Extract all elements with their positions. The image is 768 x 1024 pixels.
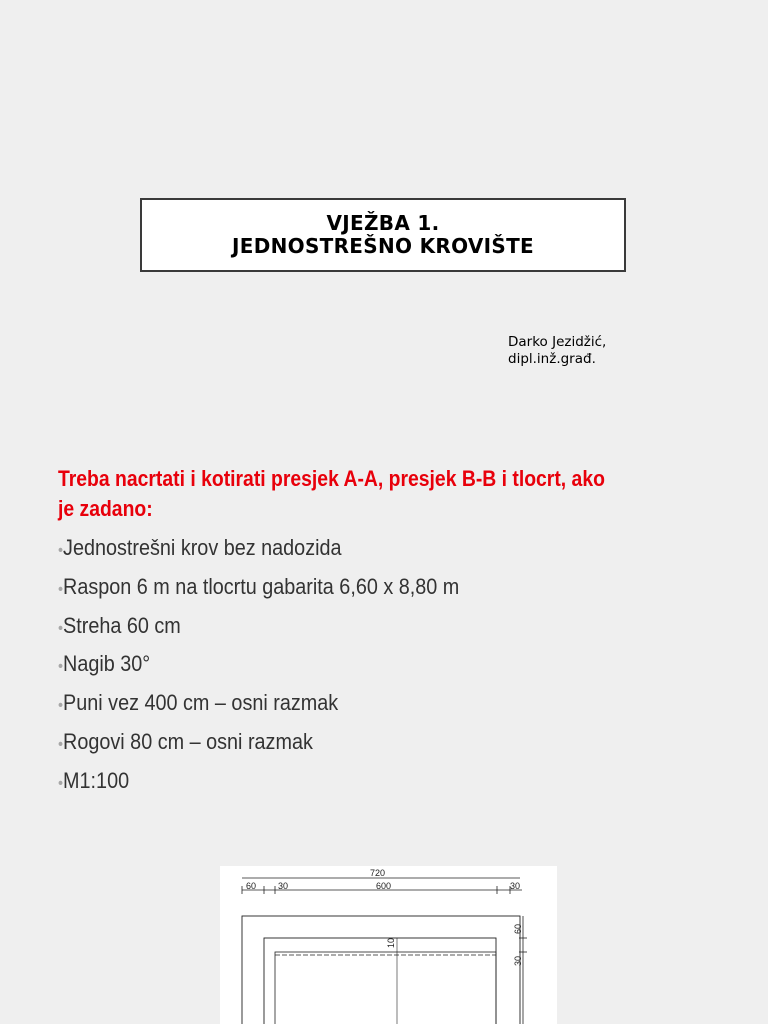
title-box bbox=[140, 198, 626, 272]
bullet-icon: • bbox=[58, 580, 64, 598]
list-item-text: Rogovi 80 cm – osni razmak bbox=[63, 728, 313, 754]
bullet-icon: • bbox=[58, 658, 64, 676]
list-item-text: Raspon 6 m na tlocrtu gabarita 6,60 x 8,80 m bbox=[63, 573, 460, 599]
dim-label-total: 720 bbox=[370, 868, 386, 878]
list-item bbox=[58, 766, 459, 805]
list-item bbox=[58, 688, 459, 727]
list-item bbox=[58, 611, 459, 650]
dim-label-side-top: 60 bbox=[513, 923, 523, 934]
bullet-icon: • bbox=[58, 735, 64, 753]
title-line-2: JEDNOSTREŠNO KROVIŠTE bbox=[232, 234, 534, 258]
bullet-icon: • bbox=[58, 774, 64, 792]
bullet-icon: • bbox=[58, 697, 64, 715]
list-item-text: M1:100 bbox=[63, 767, 130, 793]
list-item-text: Nagib 30° bbox=[63, 651, 151, 677]
dim-label-mid-left: 30 bbox=[278, 881, 289, 891]
list-item bbox=[58, 533, 459, 572]
inner-outline bbox=[275, 952, 496, 1024]
roof-outline bbox=[242, 916, 520, 1024]
list-item-text: Jednostrešni krov bez nadozida bbox=[63, 535, 342, 560]
list-item bbox=[58, 727, 459, 766]
author-credentials: dipl.inž.građ. bbox=[508, 351, 596, 367]
dim-label-side-mid: 30 bbox=[513, 955, 523, 966]
bullet-icon: • bbox=[58, 542, 64, 559]
dim-label-right: 30 bbox=[510, 881, 521, 891]
wall-outline bbox=[264, 938, 496, 1024]
task-statement: Treba nacrtati i kotirati presjek A-A, presjek B-B i tlocrt, ako je zadano: bbox=[58, 466, 605, 521]
author-name: Darko Jezidžić, bbox=[508, 334, 607, 350]
dim-label-inner: 10 bbox=[386, 937, 396, 948]
list-item-text: Puni vez 400 cm – osni razmak bbox=[63, 690, 339, 716]
author-block bbox=[508, 334, 606, 368]
floor-plan-drawing bbox=[220, 866, 557, 1024]
title-line-1: VJEŽBA 1. bbox=[326, 211, 440, 235]
dim-label-left: 60 bbox=[246, 881, 257, 891]
bullet-icon: • bbox=[58, 619, 64, 637]
list-item bbox=[58, 649, 459, 688]
dim-label-center: 600 bbox=[376, 881, 392, 891]
list-item-text: Streha 60 cm bbox=[63, 612, 181, 638]
requirements-list bbox=[58, 533, 504, 805]
list-item bbox=[58, 572, 459, 611]
technical-drawing bbox=[220, 866, 557, 1024]
